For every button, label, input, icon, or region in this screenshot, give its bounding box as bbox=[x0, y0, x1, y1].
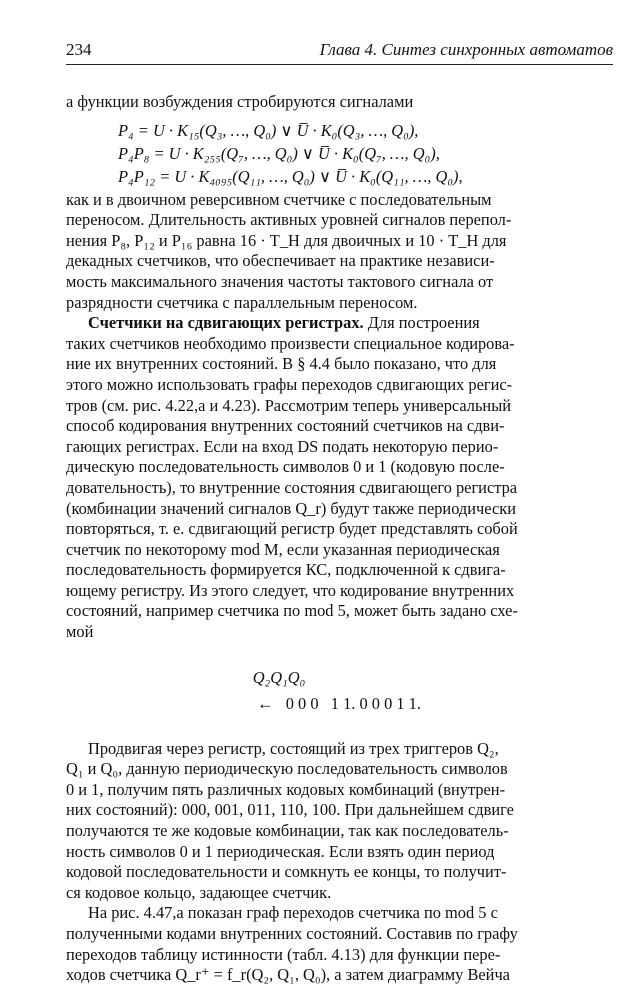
text-line: довательность), то внутренние состояния сдвигающего регистра bbox=[66, 477, 518, 497]
paragraph-code-ring bbox=[66, 739, 612, 904]
text-line: ющему регистру. Из этого следует, что кодирование внутренних bbox=[66, 580, 515, 600]
chapter-title: Глава 4. Синтез синхронных автоматов bbox=[319, 40, 613, 59]
intro-line: а функции возбуждения стробируются сигналами bbox=[66, 92, 414, 111]
text-line: таких счетчиков необходимо произвести специальное кодирова- bbox=[66, 333, 515, 353]
header-rule bbox=[66, 64, 613, 65]
text-line: способ кодирования внутренних состояний счетчиков на сдви- bbox=[66, 416, 505, 436]
text-line: гающих регистрах. Если на вход DS подать некоторую перио- bbox=[66, 436, 499, 456]
text-line: дическую последовательность символов 0 и 1 (кодовую после- bbox=[66, 457, 505, 477]
equation: P₄P₈ = U · K₂₅₅(Q₇, …, Q₀) ∨ U̅ · K₀(Q₇, …, Q₀), bbox=[118, 143, 440, 163]
register-labels: Q₂Q₁Q₀ bbox=[252, 667, 306, 687]
equation-block bbox=[66, 119, 612, 188]
text-line: кодовой последовательности и сомкнуть ее концы, то получит- bbox=[66, 862, 507, 882]
text-line: разрядности счетчика с параллельным переносом. bbox=[66, 292, 418, 312]
text-line: ность символов 0 и 1 периодическая. Если взять один период bbox=[66, 841, 495, 861]
text-line: этого можно использовать графы переходов сдвигающих регис- bbox=[66, 374, 513, 394]
paragraph-overflow bbox=[66, 190, 612, 314]
equation: P₄P₁₂ = U · K₄₀₉₅(Q₁₁, …, Q₀) ∨ U̅ · K₀(Q₁₁, …, Q₀), bbox=[118, 166, 463, 186]
equation: P₄ = U · K₁₅(Q₃, …, Q₀) ∨ U̅ · K₀(Q₃, …, Q₀), bbox=[118, 120, 419, 140]
text-line: последовательность формируется КС, подключенной к сдвига- bbox=[66, 560, 506, 580]
text-line: Продвигая через регистр, состоящий из трех триггеров Q₂, bbox=[88, 738, 499, 758]
text-line: декадных счетчиков, что обеспечивает на практике независи- bbox=[66, 251, 495, 271]
text-line: полученными кодами внутренних состояний. Составив по графу bbox=[66, 924, 518, 943]
page-header bbox=[66, 40, 613, 64]
text-line: счетчик по некоторому mod M, если указанная периодическая bbox=[66, 539, 500, 559]
text-line: как и в двоичном реверсивном счетчике с последовательным bbox=[66, 189, 492, 209]
text-line: ходов счетчика Q_r⁺ = f_r(Q₂, Q₁, Q₀), а затем диаграмму Вейча bbox=[66, 965, 510, 985]
text-line: переносом. Длительность активных уровней сигналов перепол- bbox=[66, 210, 512, 230]
code-sequence: ← 0 0 0 1 1. 0 0 0 1 1. bbox=[257, 693, 421, 713]
text-line: (комбинации значений сигналов Q_r) будут также периодически bbox=[66, 498, 516, 518]
text-span: Для построения bbox=[363, 313, 480, 333]
text-line: ние их внутренних состояний. В § 4.4 было показано, что для bbox=[66, 354, 497, 374]
text-line: получаются те же кодовые комбинации, так как последователь- bbox=[66, 821, 509, 841]
section-heading: Счетчики на сдвигающих регистрах. bbox=[88, 313, 364, 333]
page-body bbox=[66, 92, 612, 986]
text-line: повторяться, т. е. сдвигающий регистр будет представлять собой bbox=[66, 519, 518, 539]
paragraph-transition-graph bbox=[66, 903, 612, 985]
spacer bbox=[66, 717, 612, 739]
text-line: На рис. 4.47,а показан граф переходов счетчика по mod 5 с bbox=[88, 903, 498, 923]
text-line: Q₁ и Q₀, данную периодическую последовательность символов bbox=[66, 759, 508, 779]
text-line: них состояний): 000, 001, 011, 110, 100. При дальнейшем сдвиге bbox=[66, 800, 514, 820]
text-line: состояний, например счетчика по mod 5, может быть задано схе- bbox=[66, 601, 518, 621]
text-line: тров (см. рис. 4.22,а и 4.23). Рассмотрим теперь универсальный bbox=[66, 395, 511, 415]
text-line: переходов таблицу истинности (табл. 4.13) для функции пере- bbox=[66, 944, 501, 964]
text-line: мой bbox=[66, 622, 94, 642]
text-line: 0 и 1, получим пять различных кодовых комбинаций (внутрен- bbox=[66, 779, 506, 799]
paragraph-shift-register-counters bbox=[66, 313, 612, 643]
page-number: 234 bbox=[66, 40, 92, 59]
code-sequence-diagram bbox=[66, 665, 612, 717]
text-line bbox=[66, 313, 612, 334]
text-line: ся кодовое кольцо, задающее счетчик. bbox=[66, 882, 332, 902]
text-line: нения P₈, P₁₂ и P₁₆ равна 16 · T_H для двоичных и 10 · T_H для bbox=[66, 230, 507, 250]
text-line: мость максимального значения частоты тактового сигнала от bbox=[66, 271, 494, 291]
